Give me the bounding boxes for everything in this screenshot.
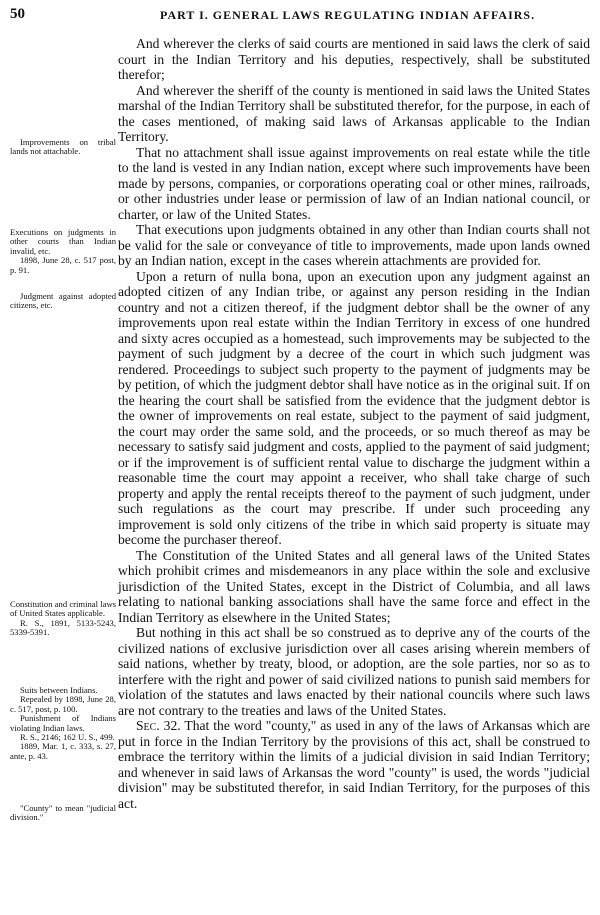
margin-note-line: Punishment of Indians violating Indian laws. [10,713,116,733]
margin-note-judgment [10,292,116,311]
margin-note-citation: 1889, Mar. 1, c. 333, s. 27, ante, p. 43. [10,741,116,761]
paragraph-constitution: The Constitution of the United States and all general laws of the United States which prohibit crimes and misdemeanors in any place within the sole and exclusive jurisdiction of the United States, except in the District of Columbia, and all laws relating to national banking associations shall have the same force and effect in the Indian Territory as elsewhere in the United States; [118,547,590,625]
margin-note-citation: Repealed by 1898, June 28, c. 517, post, p. 100. [10,694,116,714]
margin-note-line: "County" to mean "judicial division." [10,803,116,823]
margin-note-suits [10,686,116,761]
paragraph-jurisdiction: But nothing in this act shall be so construed as to deprive any of the courts of the civilized nations of exclusive jurisdiction over all cases arising wherein members of said nations, whether by treaty, blood, or adoption, are the sole parties, nor so as to interfere with the right and power of said civilized nations to punish said members for violation of the statutes and laws enacted by their national councils where such laws are not contrary to the treaties and laws of the United States. [118,625,590,718]
margin-note-line: Judgment against adopted citizens, etc. [10,291,116,311]
margin-note-improvements [10,138,116,157]
margin-note-line: Improvements on tribal lands not attachable. [10,137,116,157]
margin-note-executions [10,228,116,275]
section-text: That the word "county," as used in any of the laws of Arkansas which are put in force in the Indian Territory by the provisions of this act, shall be construed to embrace the territory within the limits of a judicial division in said Indian Territory; and whenever in said laws of Arkansas the word "county" is used, the words "judicial division" may be substituted therefor, in said Indian Territory, for the purposes of this act. [118,718,590,811]
running-title: PART I. GENERAL LAWS REGULATING INDIAN AFFAIRS. [160,8,536,22]
margin-note-line: Constitution and criminal laws of United States applicable. [10,599,116,619]
paragraph-section-32 [118,718,590,811]
margin-note-citation: R. S., 2146; 162 U. S., 499. [20,732,115,743]
margin-note-line: Suits between Indians. [20,685,98,695]
margin-note-county [10,804,116,823]
margin-note-constitution [10,600,116,638]
margin-note-citation: R. S., 1891, 5133-5243, 5339-5391. [10,617,116,638]
margin-note-citation: 1898, June 28, c. 517 post, p. 91. [10,255,116,275]
page-header [10,6,584,24]
paragraph-clerks: And wherever the clerks of said courts are mentioned in said laws the clerk of said court in the Indian Territory and his deputies, respectively, shall be substituted therefor; [118,36,590,82]
paragraph-sheriff: And wherever the sheriff of the county is mentioned in said laws the United States marshal of the Indian Territory shall be substituted therefor, for the purpose, in each of the cases mentioned, of making said laws of Arkansas applicable to the Indian Territory. [118,82,590,144]
paragraph-nulla-bona: Upon a return of nulla bona, upon an execution upon any judgment against an adopted citizen of any Indian tribe, or against any person residing in the Indian country and not a citizen thereof, if the judgment debtor shall be the owner of any improvements upon real estate within the Indian Territory in excess of one hundred and sixty acres occupied as a homestead, such improvements may be subjected to the payment of such judgment by a decree of the court in which such judgment was rendered. Proceedings to subject such property to the payment of judgments may be by petition, of which the judgment debtor shall have notice as in the original suit. If on the hearing the court shall be satisfied from the evidence that the judgment debtor is the owner of improvements on real estate, subject to the payment of said judgment, the court may order the same sold, and the proceeds, or so much thereof as may be necessary to satisfy said judgment and costs, applied to the payment of said judgment; or if the improvement is of sufficient rental value to discharge the judgment within a reasonable time the court may appoint a receiver, who shall take charge of such property and apply the rental receipts thereof to the payment of such judgment, under such regulations as the court may prescribe. If under such proceeding any improvement is sold only citizens of the tribe in which said property is situate may become the purchaser thereof. [118,268,590,547]
paragraph-attachment: That no attachment shall issue against improvements on real estate while the title to the land is vested in any Indian nation, except where such improvements have been made by persons, companies, or corporations operating coal or other mines, railroads, or other industries under lease or permission of law of an Indian national council, or charter, or law of the United States. [118,144,590,222]
page-number: 50 [10,6,25,22]
section-lead: Sec. 32. [136,718,181,733]
statute-text [118,36,590,811]
paragraph-executions: That executions upon judgments obtained in any other than Indian courts shall not be valid for the sale or conveyance of title to improvements, made upon lands owned by an Indian nation, except in the cases wherein attachments are provided for. [118,222,590,268]
margin-note-line: Executions on judgments in other courts than Indian invalid, etc. [10,227,116,256]
